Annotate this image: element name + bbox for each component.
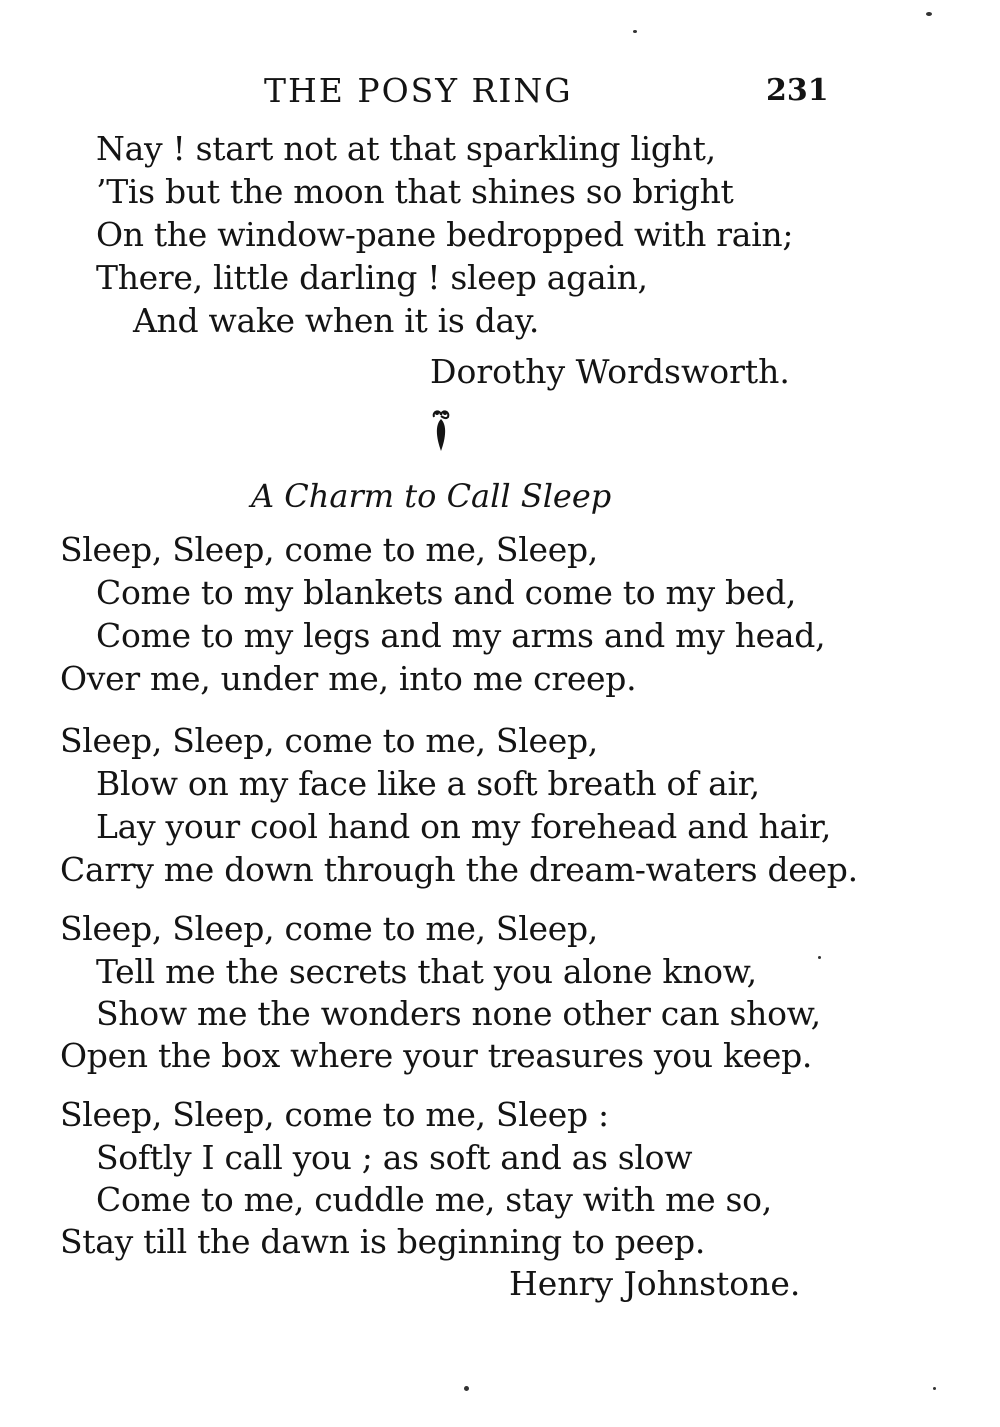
scan-speck: [933, 1387, 936, 1390]
scan-speck: [926, 12, 932, 16]
poem-line: Carry me down through the dream-waters deep.: [60, 850, 858, 889]
poem-line: Lay your cool hand on my forehead and hair,: [96, 807, 832, 846]
poem-line: Come to me, cuddle me, stay with me so,: [96, 1180, 772, 1219]
poem-line: Over me, under me, into me creep.: [60, 659, 637, 698]
poem-line: Nay ! start not at that sparkling light,: [96, 129, 716, 168]
scan-speck: [818, 956, 821, 959]
poem-line: On the window-pane bedropped with rain;: [96, 215, 794, 254]
poem-line: Sleep, Sleep, come to me, Sleep,: [60, 530, 598, 569]
previous-poem-author: Dorothy Wordsworth.: [430, 352, 790, 391]
poem-author: Henry Johnstone.: [509, 1264, 801, 1303]
scan-speck: [633, 30, 637, 33]
fleuron-icon: [426, 407, 456, 453]
poem-line: Tell me the secrets that you alone know,: [96, 952, 757, 991]
scan-speck: [464, 1386, 469, 1391]
poem-line: Come to my blankets and come to my bed,: [96, 573, 797, 612]
poem-line: Sleep, Sleep, come to me, Sleep,: [60, 721, 598, 760]
poem-line: ’Tis but the moon that shines so bright: [96, 172, 734, 211]
poem-line: Stay till the dawn is beginning to peep.: [60, 1222, 706, 1261]
poem-line: Sleep, Sleep, come to me, Sleep :: [60, 1095, 609, 1134]
poem-line: There, little darling ! sleep again,: [96, 258, 648, 297]
poem-line: Sleep, Sleep, come to me, Sleep,: [60, 909, 598, 948]
poem-line: Blow on my face like a soft breath of air,: [96, 764, 760, 803]
poem-line: Come to my legs and my arms and my head,: [96, 616, 826, 655]
page-number: 231: [766, 73, 829, 108]
poem-line: Softly I call you ; as soft and as slow: [96, 1138, 693, 1177]
poem-line: Open the box where your treasures you keep.: [60, 1036, 813, 1075]
poem-line: And wake when it is day.: [133, 301, 540, 340]
poem-title: A Charm to Call Sleep: [251, 477, 612, 515]
poem-line: Show me the wonders none other can show,: [96, 994, 821, 1033]
running-title: THE POSY RING: [264, 71, 573, 110]
